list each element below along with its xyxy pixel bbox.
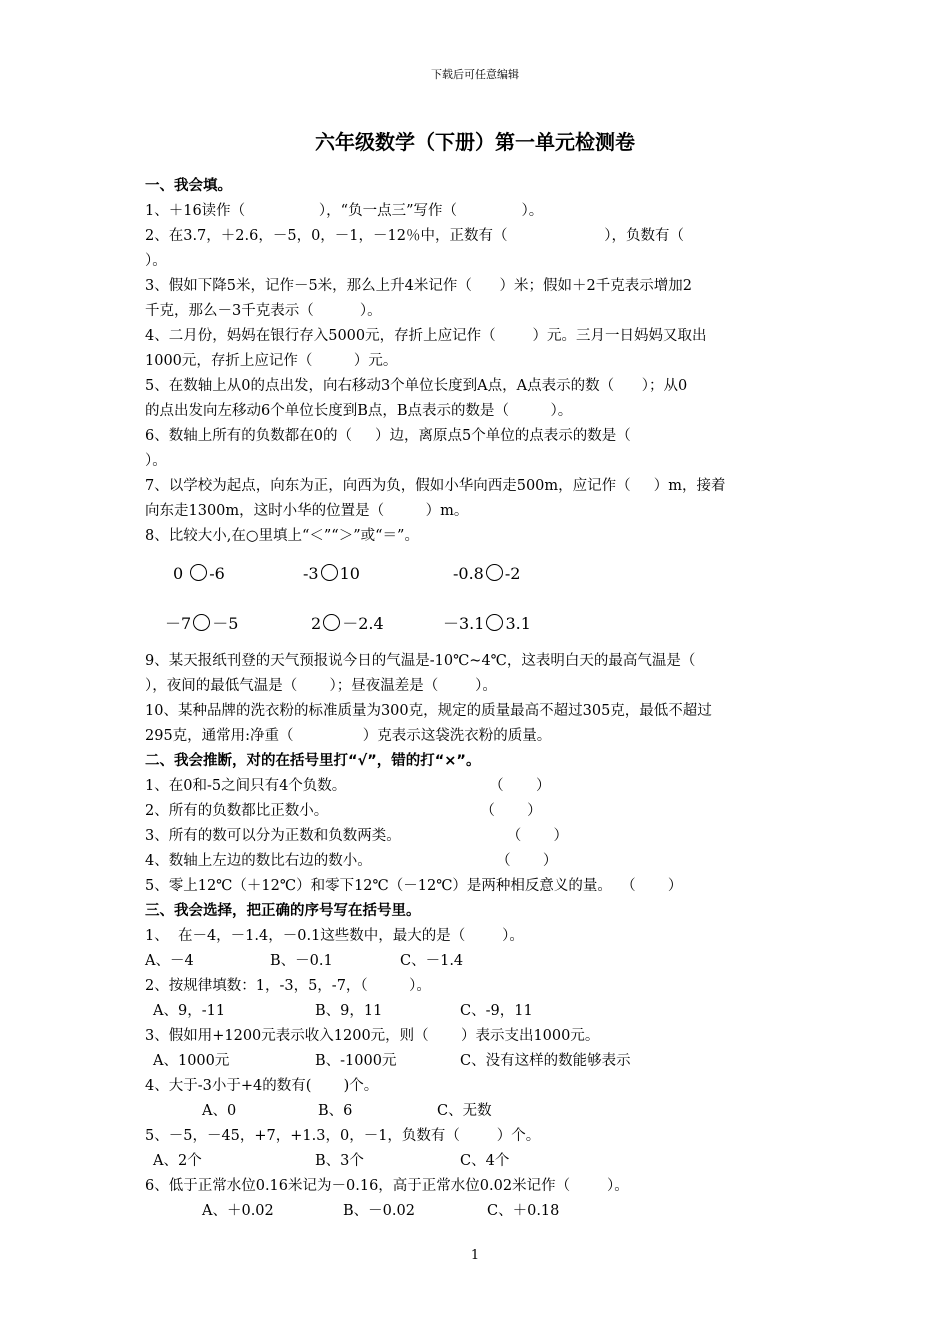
s3-question: 4、大于-3小于+4的数有( )个。	[145, 1078, 379, 1094]
s1-line: ），夜间的最低气温是（ ）；昼夜温差是（ ）。	[145, 678, 497, 694]
s1-line: 6、数轴上所有的负数都在0的（ ）边，离原点5个单位的点表示的数是（	[145, 428, 631, 444]
s3-options	[145, 999, 810, 1024]
s1-line: 千克，那么－3千克表示（ ）。	[145, 303, 382, 319]
option: C、没有这样的数能够表示	[460, 1053, 631, 1069]
s2-line: 3、所有的数可以分为正数和负数两类。 （ ）	[145, 828, 568, 844]
compare-row-2	[145, 599, 810, 649]
option: A、＋0.02	[202, 1203, 274, 1219]
s1-line: 的点出发向左移动6个单位长度到B点，B点表示的数是（ ）。	[145, 403, 573, 419]
compare-item: －3.1 3.1	[443, 614, 531, 633]
option: A、－4	[145, 953, 194, 969]
section3-heading: 三、我会选择，把正确的序号写在括号里。	[145, 903, 421, 919]
page-number: 1	[470, 1248, 480, 1263]
compare-row-1	[145, 549, 810, 599]
s3-question: 6、低于正常水位0.16米记为－0.16，高于正常水位0.02米记作（ ）。	[145, 1178, 629, 1194]
s1-line: 3、假如下降5米，记作－5米，那么上升4米记作（ ）米；假如＋2千克表示增加2	[145, 278, 693, 294]
s1-line: ）。	[145, 453, 167, 469]
circle-blank[interactable]	[323, 614, 340, 631]
option: B、6	[318, 1103, 353, 1119]
circle-blank[interactable]	[321, 564, 338, 581]
circle-blank[interactable]	[193, 614, 210, 631]
s3-question: 3、假如用+1200元表示收入1200元，则（ ）表示支出1000元。	[145, 1028, 600, 1044]
option: A、9，-11	[153, 1003, 226, 1019]
s3-options	[145, 1199, 810, 1224]
option: B、－0.1	[270, 953, 333, 969]
option: A、0	[202, 1103, 237, 1119]
option: B、3个	[315, 1153, 364, 1169]
circle-blank[interactable]	[486, 614, 503, 631]
section2-heading: 二、我会推断，对的在括号里打“√”，错的打“×”。	[145, 753, 481, 769]
option: C、-9，11	[460, 1003, 533, 1019]
option: A、1000元	[153, 1053, 230, 1069]
page-title: 六年级数学（下册）第一单元检测卷	[315, 130, 635, 154]
s2-line: 4、数轴上左边的数比右边的数小。 （ ）	[145, 853, 558, 869]
circle-blank[interactable]	[486, 564, 503, 581]
s3-options	[145, 1049, 810, 1074]
option: B、-1000元	[315, 1053, 397, 1069]
s1-line: 2、在3.7，＋2.6，－5，0，－1，－12％中，正数有（ ），负数有（	[145, 228, 685, 244]
s2-line: 1、在0和-5之间只有4个负数。 （ ）	[145, 778, 551, 794]
s2-line: 2、所有的负数都比正数小。 （ ）	[145, 803, 542, 819]
s1-line: 1、＋16读作（ ），“负一点三”写作（ ）。	[145, 203, 544, 219]
compare-item: -0.8 -2	[453, 564, 521, 583]
s1-line: 10、某种品牌的洗衣粉的标准质量为300克，规定的质量最高不超过305克，最低不超过	[145, 703, 712, 719]
circle-blank[interactable]	[190, 564, 207, 581]
s3-question: 5、－5，－45，+7，+1.3，0，－1，负数有（ ）个。	[145, 1128, 541, 1144]
s3-question: 1、 在－4，－1.4，－0.1这些数中，最大的是（ ）。	[145, 928, 524, 944]
s3-question: 2、按规律填数：1，-3，5，-7，（ ）。	[145, 978, 431, 994]
option: B、－0.02	[343, 1203, 415, 1219]
option: C、无数	[437, 1103, 492, 1119]
s1-line: 向东走1300m，这时小华的位置是（ ）m。	[145, 503, 469, 519]
s3-options	[145, 1099, 810, 1124]
s1-line: 7、以学校为起点，向东为正，向西为负，假如小华向西走500m，应记作（ ）m，接着	[145, 478, 726, 494]
s3-options	[145, 949, 810, 974]
s2-line: 5、零上12℃（＋12℃）和零下12℃（－12℃）是两种相反意义的量。 （ ）	[145, 878, 683, 894]
option: A、2个	[153, 1153, 202, 1169]
option: C、＋0.18	[487, 1203, 560, 1219]
section1-heading: 一、我会填。	[145, 178, 232, 194]
compare-item: 0 -6	[173, 564, 225, 583]
s3-options	[145, 1149, 810, 1174]
compare-item: -3 10	[303, 564, 360, 583]
exam-content	[145, 174, 810, 1224]
page-header: 下载后可任意编辑	[431, 68, 519, 81]
option: C、4个	[460, 1153, 510, 1169]
s1-line: 5、在数轴上从0的点出发，向右移动3个单位长度到A点，A点表示的数（ ）；从0	[145, 378, 688, 394]
s1-line: 8、比较大小,在○里填上“＜”“＞”或“＝”。	[145, 528, 419, 544]
option: C、－1.4	[400, 953, 464, 969]
s1-line: 295克，通常用:净重（ ）克表示这袋洗衣粉的质量。	[145, 728, 552, 744]
s1-line: 9、某天报纸刊登的天气预报说今日的气温是-10℃~4℃，这表明白天的最高气温是（	[145, 653, 696, 669]
s1-line: 1000元，存折上应记作（ ）元。	[145, 353, 398, 369]
compare-item: －7 －5	[165, 614, 239, 633]
compare-item: 2 －2.4	[311, 614, 384, 633]
s1-line: 4、二月份，妈妈在银行存入5000元，存折上应记作（ ）元。三月一日妈妈又取出	[145, 328, 707, 344]
s1-line: ）。	[145, 253, 167, 269]
option: B、9，11	[315, 1003, 383, 1019]
